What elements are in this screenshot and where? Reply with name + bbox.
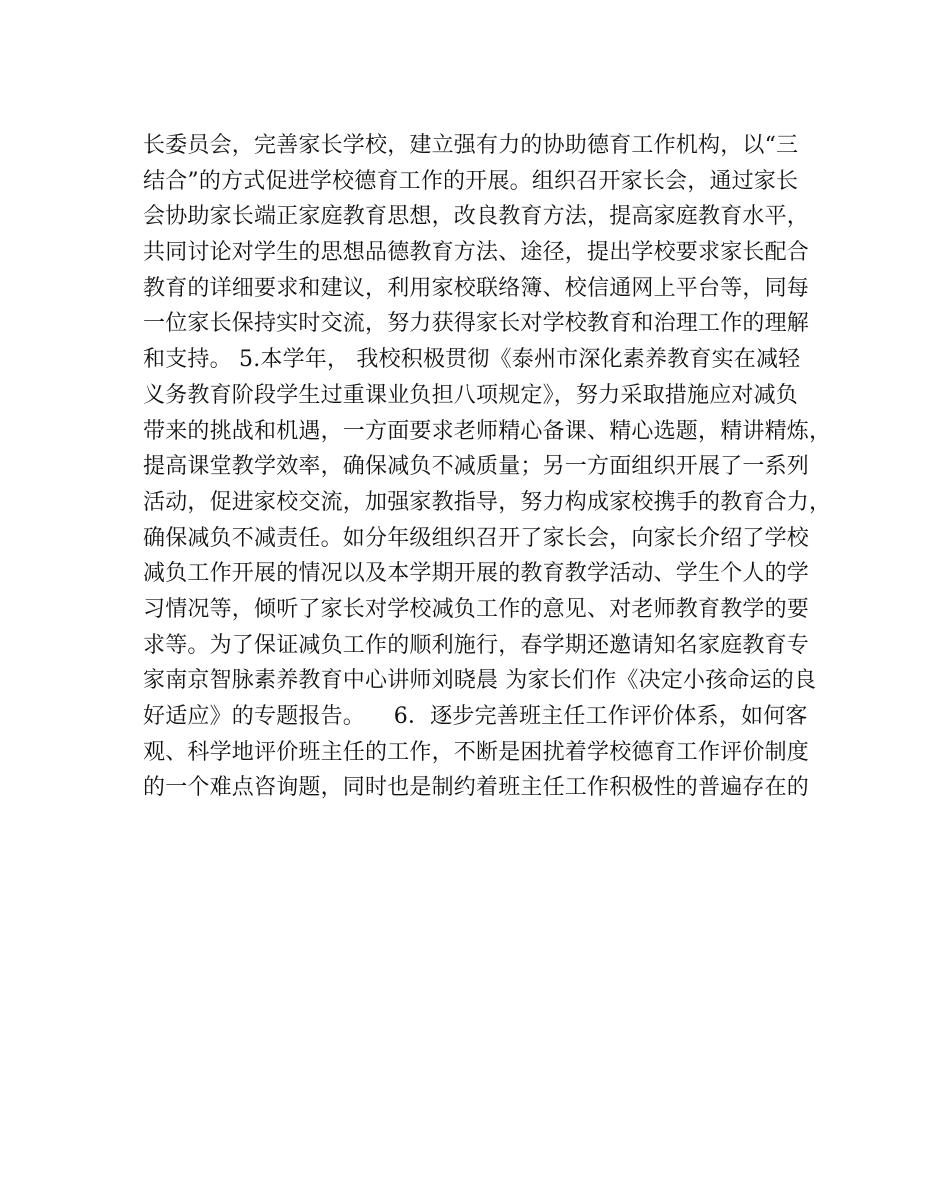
text-line: 长委员会，完善家长学校，建立强有力的协助德育工作机构，以“三 [143, 133, 799, 158]
text-line: 观、科学地评价班主任的工作，不断是困扰着学校德育工作评价制度 [143, 739, 810, 765]
text-line: 提高课堂教学效率，确保减负不减质量；另一方面组织开展了一系列 [143, 454, 810, 480]
text-line: 一位家长保持实时交流，努力获得家长对学校教育和治理工作的理解 [143, 311, 810, 337]
text-line: 减负工作开展的情况以及本学期开展的教育教学活动、学生个人的学 [143, 561, 810, 587]
text-line: 结合”的方式促进学校德育工作的开展。组织召开家长会，通过家长 [143, 168, 799, 194]
body-text [143, 128, 832, 806]
text-line: 习情况等，倾听了家长对学校减负工作的意见、对老师教育教学的要 [143, 596, 810, 622]
text-line: 的一个难点咨询题，同时也是制约着班主任工作积极性的普遍存在的 [143, 775, 810, 801]
text-line: 好适应》的专题报告。 6．逐步完善班主任工作评价体系，如何客 [143, 704, 808, 729]
text-line: 求等。为了保证减负工作的顺利施行，春学期还邀请知名家庭教育专 [143, 632, 810, 658]
text-line: 活动，促进家校交流，加强家教指导，努力构成家校携手的教育合力， [143, 489, 832, 515]
text-line: 义务教育阶段学生过重课业负担八项规定》，努力采取措施应对减负 [143, 382, 799, 408]
text-line: 家南京智脉素养教育中心讲师刘晓晨 为家长们作《决定小孩命运的良 [143, 668, 817, 694]
text-line: 共同讨论对学生的思想品德教育方法、途径，提出学校要求家长配合 [143, 240, 810, 266]
text-line: 会协助家长端正家庭教育思想，改良教育方法，提高家庭教育水平， [143, 204, 810, 230]
text-line: 和支持。 5.本学年， 我校积极贯彻《泰州市深化素养教育实在减轻 [143, 347, 801, 373]
text-line: 带来的挑战和机遇，一方面要求老师精心备课、精心选题，精讲精炼， [143, 418, 832, 444]
text-line: 确保减负不减责任。如分年级组织召开了家长会，向家长介绍了学校 [143, 525, 810, 551]
text-line: 教育的详细要求和建议，利用家校联络簿、校信通网上平台等，同每 [143, 275, 810, 301]
